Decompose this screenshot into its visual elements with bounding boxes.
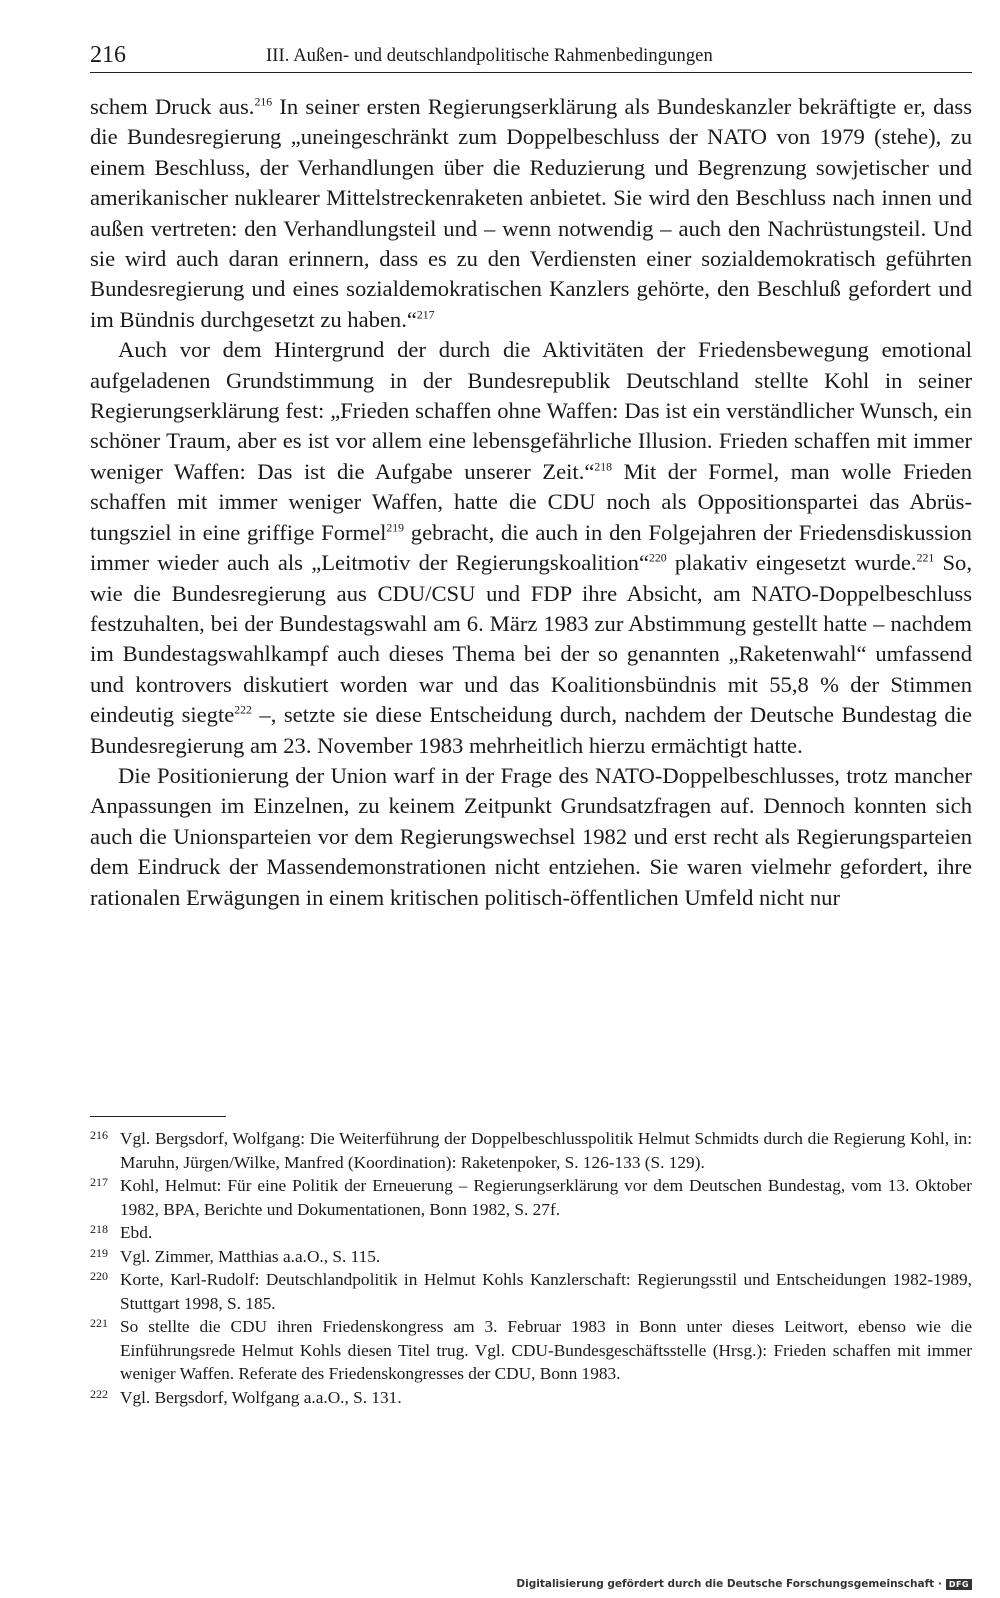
footnote-text: So stellte die CDU ihren Friedenskongress am 3. Februar 1983 in Bonn unter dieses Leitwort, ebenso wie die Einführungsrede Helmut Kohls diesen Titel trug. Vgl. CDU-Bundesgeschäftsstelle (Hrsg.): Frieden schaffen mit immer weniger Waffen. Referate des Friedenskongresses der CDU, Bonn 1983. bbox=[120, 1317, 972, 1383]
footnote-ref: 219 bbox=[386, 521, 405, 535]
footnotes bbox=[90, 1127, 972, 1409]
footnote-ref: 216 bbox=[254, 95, 273, 109]
dfg-logo-icon: DFG bbox=[946, 1579, 972, 1590]
footnote-ref: 217 bbox=[416, 308, 435, 322]
footnote-ref: 222 bbox=[234, 703, 252, 717]
footnote bbox=[90, 1174, 972, 1221]
footnote bbox=[90, 1127, 972, 1174]
footnote-number: 218 bbox=[90, 1222, 108, 1236]
paragraph-1: schem Druck aus.$^{216}$ In seiner ersten Regierungserklärung als Bundeskanzler bekräftigte er, dass die Bundesregierung „uneingeschränkt zum Doppelbeschluss der NATO von 1979 (stehe), zu einem Beschluss, der Verhandlungen über die Reduzierung und Begrenzung sowjetischer und amerikanischer nuklearer Mittelstreckenraketen anbietet. Sie wird den Beschluss nach innen und außen vertreten: den Verhandlungsteil und – wenn notwendig – auch den Nachrüstungsteil. Und sie wird auch daran erinnern, dass es zu den Verdiensten einer sozialdemokratisch geführten Bundesregierung und eines sozialdemokratischen Kanzlers gehörte, den Beschluß gefordert und im Bündnis durchgesetzt zu haben.“$^{217}$ bbox=[90, 94, 972, 332]
paragraph-3: Die Positionierung der Union warf in der Frage des NATO-Doppelbeschlusses, trotz mancher Anpassungen im Einzelnen, zu keinem Zeitpunkt Grundsatzfragen auf. Dennoch konnten sich auch die Unionsparteien vor dem Regierungswechsel 1982 und erst recht als Regierungsparteien dem Eindruck der Massendemonstrationen nicht entziehen. Sie waren vielmehr gefordert, ihre rationalen Erwägungen in einem kritischen politisch-öffentlichen Umfeld nicht nur bbox=[90, 762, 972, 910]
page-number: 216 bbox=[90, 42, 126, 68]
footnote-number: 219 bbox=[90, 1245, 108, 1260]
footnote-number: 222 bbox=[90, 1386, 108, 1401]
footnote-ref: 220 bbox=[648, 551, 667, 565]
footnote-text: Vgl. Zimmer, Matthias a.a.O., S. 115. bbox=[120, 1246, 381, 1266]
footnote bbox=[90, 1221, 972, 1245]
footnote-text: Ebd. bbox=[120, 1223, 153, 1242]
footnote-text: Vgl. Bergsdorf, Wolfgang a.a.O., S. 131. bbox=[120, 1387, 402, 1407]
footnote-number: 220 bbox=[90, 1269, 108, 1283]
footnote-ref: 218 bbox=[594, 460, 612, 474]
footnote-divider bbox=[90, 1116, 226, 1117]
footnote bbox=[90, 1245, 972, 1269]
footnote-text: Kohl, Helmut: Für eine Politik der Erneuerung – Regierungserklärung vor dem Deutschen Bundestag, vom 13. Oktober 1982, BPA, Berichte und Dokumentationen, Bonn 1982, S. 27f. bbox=[120, 1176, 972, 1219]
footnote bbox=[90, 1268, 972, 1315]
page-header bbox=[90, 40, 972, 73]
body-text bbox=[90, 92, 972, 913]
paragraph-2: Auch vor dem Hintergrund der durch die Aktivitäten der Friedensbewegung emotional aufgeladenen Grundstimmung in der Bundesrepublik Deutschland stellte Kohl in seiner Regierungserklärung fest: „Frieden schaffen ohne Waffen: Das ist ein verständlicher Wunsch, ein schöner Traum, aber es ist vor allem eine lebensgefährliche Illusion. Frieden schaffen mit immer weniger Waffen: Das ist die Aufgabe unserer Zeit.“$^{218}$ Mit der Formel, man wolle Frieden schaffen mit immer weniger Waffen, hatte die CDU noch als Oppositionspartei das Abrüstungsziel in eine griffige Formel$^{219}$ gebracht, die auch in den Folgejahren der Friedensdiskussion immer wieder auch als „Leitmotiv der Regierungskoalition“$^{220}$ plakativ eingesetzt wurde.$^{221}$ So, wie die Bundesregierung aus CDU/CSU und FDP ihre Absicht, am NATO-Doppelbeschluss festzuhalten, bei der Bundestagswahl am 6. März 1983 zur Abstimmung gestellt hatte – nachdem im Bundestagswahlkampf auch dieses Thema bei der so genannten „Raketenwahl“ umfassend und kontrovers diskutiert worden war und das Koalitionsbündnis mit 55,8 % der Stimmen eindeutig siegte$^{222}$ –, setzte sie diese Entscheidung durch, nachdem der Deutsche Bundestag die Bundesregierung am 23. November 1983 mehrheitlich hierzu ermächtigt hatte. bbox=[90, 337, 972, 758]
footnote-text: Korte, Karl-Rudolf: Deutschlandpolitik in Helmut Kohls Kanzlerschaft: Regierungsstil und Entscheidungen 1982-1989, Stuttgart 1998, S. 185. bbox=[120, 1270, 972, 1313]
footnote bbox=[90, 1386, 972, 1410]
footnote-number: 217 bbox=[90, 1175, 108, 1189]
footnote-text: Vgl. Bergsdorf, Wolfgang: Die Weiterführung der Doppelbeschlusspolitik Helmut Schmidts durch die Regierung Kohl, in: Maruhn, Jürgen/Wilke, Manfred (Koordination): Raketenpoker, S. 126-133 (S. 129). bbox=[120, 1129, 972, 1172]
footnote-number: 221 bbox=[90, 1316, 108, 1330]
footnote-number: 216 bbox=[90, 1128, 108, 1142]
footnote bbox=[90, 1315, 972, 1386]
credit-text: Digitalisierung gefördert durch die Deutsche Forschungsgemeinschaft · bbox=[516, 1578, 942, 1590]
running-head: III. Außen- und deutschlandpolitische Rahmenbedingungen bbox=[266, 46, 713, 66]
footnote-ref: 221 bbox=[916, 551, 935, 565]
digitization-credit bbox=[516, 1578, 972, 1590]
